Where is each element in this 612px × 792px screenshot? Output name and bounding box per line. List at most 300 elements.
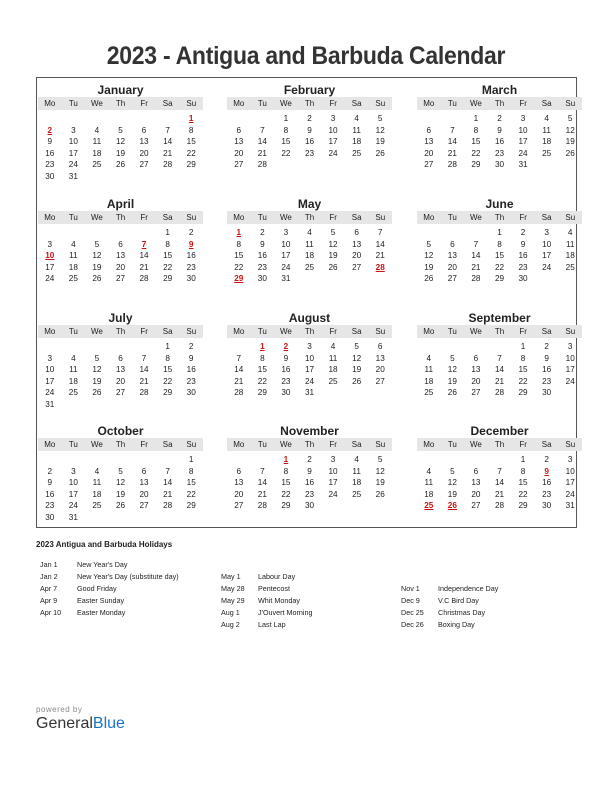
day-cell: 25 <box>68 274 78 284</box>
day-cell: 9 <box>497 125 502 135</box>
empty-cell <box>251 113 275 125</box>
weekday-label: Su <box>565 213 576 222</box>
holiday-date: May 1 <box>221 572 241 581</box>
day-cell: 21 <box>494 376 505 386</box>
empty-cell <box>38 113 62 125</box>
empty-cell <box>85 227 109 239</box>
day-cell: 18 <box>542 137 552 147</box>
day-cell: 27 <box>139 501 149 511</box>
month-name: April <box>106 197 135 211</box>
day-cell: 5 <box>94 353 100 363</box>
holidays-title: 2023 Antigua and Barbuda Holidays <box>36 540 173 549</box>
day-grid <box>417 227 582 285</box>
day-cell: 2 <box>188 228 194 237</box>
day-cell: 3 <box>330 455 336 464</box>
weekday-header <box>417 438 582 451</box>
day-cell: 3 <box>47 239 53 249</box>
day-cell: 23 <box>494 148 505 158</box>
holiday-day-cell: 2 <box>283 342 289 351</box>
day-cell: 19 <box>92 262 102 272</box>
day-cell: 9 <box>307 125 312 135</box>
day-cell: 10 <box>68 137 78 147</box>
day-cell: 10 <box>518 125 528 135</box>
day-cell: 6 <box>377 342 383 351</box>
day-cell: 31 <box>45 399 55 409</box>
day-cell: 4 <box>330 342 336 351</box>
day-cell: 5 <box>377 114 383 123</box>
day-cell: 22 <box>518 376 528 386</box>
holiday-date: May 29 <box>221 596 245 605</box>
weekday-label: We <box>91 99 103 108</box>
day-cell: 14 <box>139 251 149 261</box>
holiday-row <box>40 559 179 571</box>
weekday-label: We <box>470 440 482 449</box>
day-cell: 24 <box>565 489 575 499</box>
day-cell: 18 <box>92 148 102 158</box>
weekday-label: Fr <box>329 327 337 336</box>
day-cell: 7 <box>497 466 502 476</box>
day-cell: 12 <box>424 251 434 261</box>
day-cell: 23 <box>542 376 552 386</box>
day-cell: 25 <box>92 501 102 511</box>
day-cell: 12 <box>92 251 102 261</box>
day-cell: 15 <box>163 251 173 261</box>
day-cell: 13 <box>375 353 385 363</box>
holiday-name: Independence Day <box>438 584 499 593</box>
day-cell: 28 <box>494 388 505 398</box>
day-cell: 11 <box>69 251 78 261</box>
day-cell: 13 <box>139 137 149 147</box>
empty-cell <box>441 113 465 125</box>
weekday-header <box>38 438 203 451</box>
month-january <box>38 83 203 183</box>
day-cell: 27 <box>352 262 362 272</box>
day-cell: 25 <box>352 148 362 158</box>
day-cell: 28 <box>163 501 173 511</box>
day-cell: 6 <box>473 353 479 363</box>
day-cell: 20 <box>115 376 126 386</box>
holiday-row <box>401 583 498 595</box>
holiday-row <box>40 607 179 619</box>
day-cell: 27 <box>471 501 481 511</box>
day-cell: 27 <box>471 388 481 398</box>
day-cell: 24 <box>304 376 315 386</box>
weekday-label: Th <box>494 213 505 222</box>
empty-cell <box>464 341 488 353</box>
weekday-label: We <box>91 327 103 336</box>
day-cell: 30 <box>45 512 55 522</box>
weekday-label: Su <box>565 327 576 336</box>
logo-general: General <box>36 715 93 732</box>
generalblue-logo <box>36 715 125 733</box>
day-cell: 11 <box>69 365 78 375</box>
day-cell: 19 <box>447 489 457 499</box>
day-cell: 12 <box>375 125 385 135</box>
day-cell: 13 <box>115 251 126 261</box>
day-cell: 5 <box>354 342 359 351</box>
empty-cell <box>227 341 251 353</box>
day-cell: 21 <box>257 489 267 499</box>
day-cell: 14 <box>471 251 481 261</box>
day-cell: 17 <box>45 376 55 386</box>
empty-cell <box>464 454 488 466</box>
day-grid <box>227 341 392 399</box>
holiday-date: May 28 <box>221 584 245 593</box>
weekday-label: Th <box>494 440 505 449</box>
day-cell: 13 <box>447 251 457 261</box>
day-cell: 4 <box>354 114 359 123</box>
holiday-day-cell: 29 <box>234 274 244 284</box>
day-cell: 9 <box>47 137 53 147</box>
day-grid <box>38 454 203 524</box>
day-cell: 16 <box>45 148 55 158</box>
day-cell: 10 <box>542 239 552 249</box>
day-cell: 24 <box>542 262 552 272</box>
holiday-row <box>40 595 179 607</box>
empty-cell <box>488 341 512 353</box>
day-cell: 26 <box>328 262 338 272</box>
day-cell: 26 <box>424 274 434 284</box>
day-cell: 18 <box>92 489 102 499</box>
day-cell: 30 <box>281 388 291 398</box>
day-cell: 24 <box>281 262 291 272</box>
day-cell: 18 <box>352 478 362 488</box>
weekday-label: Mo <box>44 327 56 336</box>
weekday-header <box>417 325 582 338</box>
day-cell: 12 <box>565 125 575 135</box>
day-cell: 17 <box>328 137 338 147</box>
day-cell: 25 <box>328 376 338 386</box>
day-cell: 23 <box>45 160 55 170</box>
day-cell: 26 <box>92 274 102 284</box>
day-cell: 9 <box>307 466 312 476</box>
day-cell: 2 <box>307 455 312 464</box>
weekday-label: Sa <box>162 213 173 222</box>
day-cell: 30 <box>257 274 267 284</box>
day-cell: 24 <box>518 148 528 158</box>
day-cell: 19 <box>328 251 338 261</box>
day-grid <box>417 341 582 399</box>
month-name: May <box>297 197 322 211</box>
month-name: December <box>470 424 529 438</box>
day-cell: 29 <box>186 501 196 511</box>
day-cell: 7 <box>236 353 242 363</box>
day-cell: 22 <box>234 262 244 272</box>
day-cell: 27 <box>234 160 244 170</box>
weekday-label: Mo <box>423 99 435 108</box>
day-cell: 6 <box>236 466 242 476</box>
day-cell: 8 <box>497 239 502 249</box>
weekday-label: Sa <box>162 327 173 336</box>
weekday-label: Mo <box>423 440 435 449</box>
day-cell: 3 <box>520 114 526 123</box>
day-cell: 29 <box>518 388 528 398</box>
day-cell: 16 <box>45 489 55 499</box>
weekday-label: Su <box>186 99 197 108</box>
day-cell: 24 <box>45 274 55 284</box>
day-cell: 28 <box>257 501 267 511</box>
day-cell: 10 <box>328 125 338 135</box>
weekday-label: Su <box>186 440 197 449</box>
day-cell: 16 <box>542 365 552 375</box>
day-cell: 20 <box>471 376 481 386</box>
day-cell: 4 <box>354 455 359 464</box>
weekday-label: Fr <box>329 440 337 449</box>
weekday-label: Mo <box>44 213 56 222</box>
day-grid <box>227 454 392 512</box>
day-cell: 23 <box>257 262 267 272</box>
day-cell: 30 <box>304 501 315 511</box>
day-cell: 9 <box>544 353 549 363</box>
weekday-label: Mo <box>233 213 245 222</box>
day-cell: 17 <box>304 365 315 375</box>
holiday-date: Jan 2 <box>40 572 58 581</box>
day-cell: 6 <box>426 125 432 135</box>
day-cell: 11 <box>565 239 575 249</box>
day-grid <box>38 227 203 285</box>
holiday-row <box>40 571 179 583</box>
day-cell: 15 <box>518 478 528 488</box>
empty-cell <box>464 227 488 239</box>
day-cell: 11 <box>352 466 361 476</box>
day-cell: 22 <box>186 489 196 499</box>
day-cell: 16 <box>518 251 528 261</box>
holiday-date: Dec 25 <box>401 608 424 617</box>
day-cell: 12 <box>115 137 126 147</box>
day-cell: 29 <box>163 274 173 284</box>
weekday-label: Sa <box>351 327 362 336</box>
day-cell: 8 <box>236 239 242 249</box>
day-cell: 8 <box>188 466 194 476</box>
day-cell: 10 <box>45 365 55 375</box>
day-cell: 9 <box>47 478 53 488</box>
holiday-name: Easter Monday <box>77 608 126 617</box>
holiday-name: Good Friday <box>77 584 117 593</box>
day-cell: 27 <box>115 388 126 398</box>
weekday-header <box>227 438 392 451</box>
day-cell: 21 <box>163 489 173 499</box>
day-cell: 23 <box>542 489 552 499</box>
day-cell: 14 <box>375 239 385 249</box>
day-cell: 15 <box>494 251 505 261</box>
day-cell: 26 <box>565 148 575 158</box>
weekday-label: Su <box>375 440 386 449</box>
day-cell: 14 <box>163 137 173 147</box>
weekday-label: Th <box>304 99 315 108</box>
day-cell: 2 <box>47 466 53 476</box>
day-grid <box>417 113 582 171</box>
weekday-label: Th <box>115 440 126 449</box>
month-october <box>38 424 203 524</box>
holiday-name: J'Ouvert Morning <box>258 608 313 617</box>
holiday-name: Easter Sunday <box>77 596 125 605</box>
day-cell: 5 <box>118 125 123 135</box>
weekday-label: Sa <box>541 440 552 449</box>
weekday-label: Tu <box>257 213 267 222</box>
day-cell: 29 <box>186 160 196 170</box>
day-cell: 20 <box>115 262 126 272</box>
month-name: November <box>280 424 339 438</box>
day-cell: 25 <box>424 388 434 398</box>
day-cell: 30 <box>518 274 528 284</box>
weekday-label: We <box>470 99 482 108</box>
day-grid <box>38 341 203 411</box>
holiday-name: Pentecost <box>258 584 290 593</box>
day-grid <box>38 113 203 183</box>
empty-cell <box>417 113 441 125</box>
holiday-row <box>401 595 498 607</box>
day-cell: 19 <box>375 137 385 147</box>
weekday-label: Tu <box>447 327 457 336</box>
empty-cell <box>417 341 441 353</box>
day-cell: 14 <box>447 137 457 147</box>
day-cell: 30 <box>186 274 196 284</box>
day-cell: 11 <box>92 478 102 488</box>
day-cell: 13 <box>424 137 434 147</box>
day-cell: 28 <box>471 274 481 284</box>
weekday-label: Th <box>494 99 505 108</box>
month-november <box>227 424 392 512</box>
holiday-name: V.C Bird Day <box>438 596 479 605</box>
day-cell: 19 <box>565 137 575 147</box>
day-cell: 24 <box>565 376 575 386</box>
day-cell: 10 <box>304 353 315 363</box>
day-cell: 23 <box>281 376 291 386</box>
day-cell: 1 <box>165 228 170 237</box>
weekday-label: Tu <box>68 440 78 449</box>
brand-logo[interactable] <box>36 705 125 733</box>
empty-cell <box>227 113 251 125</box>
day-cell: 29 <box>281 501 291 511</box>
weekday-label: Tu <box>257 99 267 108</box>
day-cell: 23 <box>304 489 315 499</box>
day-cell: 8 <box>283 466 289 476</box>
weekday-label: Mo <box>233 99 245 108</box>
day-cell: 10 <box>281 239 291 249</box>
month-september <box>417 311 582 399</box>
holiday-date: Aug 2 <box>221 620 240 629</box>
day-cell: 2 <box>544 455 549 464</box>
empty-cell <box>441 227 465 239</box>
day-cell: 21 <box>375 251 385 261</box>
day-cell: 28 <box>139 388 149 398</box>
day-cell: 1 <box>520 455 526 464</box>
day-cell: 11 <box>424 478 434 488</box>
weekday-label: Mo <box>233 440 245 449</box>
empty-cell <box>109 454 133 466</box>
day-cell: 19 <box>447 376 457 386</box>
day-cell: 5 <box>450 466 455 476</box>
day-cell: 4 <box>426 466 432 476</box>
day-cell: 31 <box>565 501 575 511</box>
day-cell: 15 <box>257 365 267 375</box>
holiday-row <box>221 583 313 595</box>
day-cell: 28 <box>257 160 267 170</box>
day-cell: 18 <box>352 137 362 147</box>
day-cell: 22 <box>281 148 291 158</box>
weekday-label: Mo <box>423 213 435 222</box>
empty-cell <box>227 454 251 466</box>
weekday-label: Sa <box>351 213 362 222</box>
day-cell: 25 <box>68 388 78 398</box>
day-cell: 4 <box>94 466 100 476</box>
day-cell: 1 <box>497 228 502 237</box>
day-cell: 25 <box>565 262 575 272</box>
month-december <box>417 424 582 512</box>
month-march <box>417 83 582 171</box>
day-cell: 7 <box>260 466 265 476</box>
holiday-name: Whit Monday <box>258 596 300 605</box>
weekday-label: Fr <box>519 327 527 336</box>
day-cell: 20 <box>139 148 149 158</box>
day-cell: 25 <box>542 148 552 158</box>
day-cell: 20 <box>447 262 457 272</box>
day-cell: 8 <box>165 239 170 249</box>
day-cell: 13 <box>234 478 244 488</box>
weekday-header <box>38 325 203 338</box>
day-cell: 23 <box>304 148 315 158</box>
day-cell: 27 <box>424 160 434 170</box>
weekday-label: We <box>280 99 292 108</box>
holiday-row <box>221 595 313 607</box>
day-cell: 22 <box>163 262 173 272</box>
day-cell: 12 <box>328 239 338 249</box>
weekday-label: Fr <box>140 99 148 108</box>
day-cell: 21 <box>163 148 173 158</box>
day-cell: 26 <box>92 388 102 398</box>
day-cell: 13 <box>234 137 244 147</box>
day-cell: 10 <box>68 478 78 488</box>
day-cell: 30 <box>542 501 552 511</box>
holiday-row <box>221 619 313 631</box>
day-cell: 11 <box>352 125 361 135</box>
empty-cell <box>488 454 512 466</box>
empty-cell <box>132 341 156 353</box>
day-cell: 4 <box>94 125 100 135</box>
weekday-label: Tu <box>68 99 78 108</box>
holiday-date: Jan 1 <box>40 560 58 569</box>
day-cell: 3 <box>47 353 53 363</box>
empty-cell <box>62 113 86 125</box>
weekday-label: Su <box>375 99 386 108</box>
day-grid <box>227 113 392 171</box>
weekday-label: Sa <box>162 440 173 449</box>
holiday-name: New Year's Day <box>77 560 128 569</box>
day-cell: 27 <box>234 501 244 511</box>
holiday-day-cell: 26 <box>447 501 457 511</box>
holiday-column <box>401 583 498 631</box>
day-cell: 18 <box>68 376 78 386</box>
weekday-label: Sa <box>541 327 552 336</box>
day-cell: 3 <box>544 228 549 237</box>
day-cell: 4 <box>307 228 312 237</box>
month-july <box>38 311 203 411</box>
day-cell: 16 <box>542 478 552 488</box>
weekday-label: We <box>470 213 482 222</box>
weekday-label: Tu <box>257 327 267 336</box>
day-cell: 26 <box>375 489 385 499</box>
weekday-header <box>227 325 392 338</box>
day-cell: 11 <box>92 137 102 147</box>
weekday-label: We <box>91 440 103 449</box>
day-cell: 26 <box>447 388 457 398</box>
day-cell: 12 <box>115 478 126 488</box>
day-cell: 16 <box>494 137 505 147</box>
day-cell: 2 <box>497 114 502 123</box>
day-cell: 28 <box>494 501 505 511</box>
day-cell: 3 <box>71 466 76 476</box>
day-cell: 26 <box>375 148 385 158</box>
